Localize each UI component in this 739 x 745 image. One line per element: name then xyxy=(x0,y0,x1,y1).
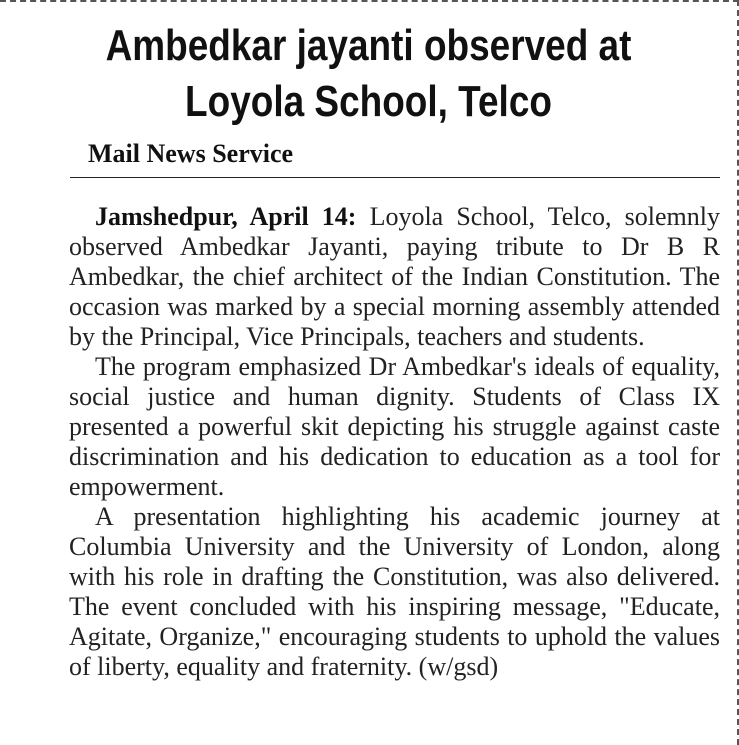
headline-line-2: Loyola School, Telco xyxy=(185,77,552,126)
paragraph-1 xyxy=(69,202,720,352)
article-body xyxy=(69,202,720,682)
byline-divider xyxy=(70,177,720,178)
paragraph-2: The program emphasized Dr Ambedkar's ideals of equality, social justice and human dignity. Students of Class IX presented a powerful skit depicting his struggle against caste discrimination and his dedication to education as a tool for empowerment. xyxy=(69,352,720,501)
byline: Mail News Service xyxy=(88,139,294,168)
paragraph-1-text: Loyola School, Telco, solemnly observed Ambedkar Jayanti, paying tribute to Dr B R Ambedkar, the chief architect of the Indian Constitution. The occasion was marked by a special morning assembly attended by the Principal, Vice Principals, teachers and students. xyxy=(69,202,720,351)
paragraph-3: A presentation highlighting his academic journey at Columbia University and the University of London, along with his role in drafting the Constitution, was also delivered. The event concluded with his inspiring message, "Educate, Agitate, Organize," encouraging students to uphold the values of liberty, equality and fraternity. (w/gsd) xyxy=(69,502,720,681)
headline-line-1: Ambedkar jayanti observed at xyxy=(105,21,632,70)
headline xyxy=(76,18,661,130)
dateline: Jamshedpur, April 14: xyxy=(95,202,357,231)
